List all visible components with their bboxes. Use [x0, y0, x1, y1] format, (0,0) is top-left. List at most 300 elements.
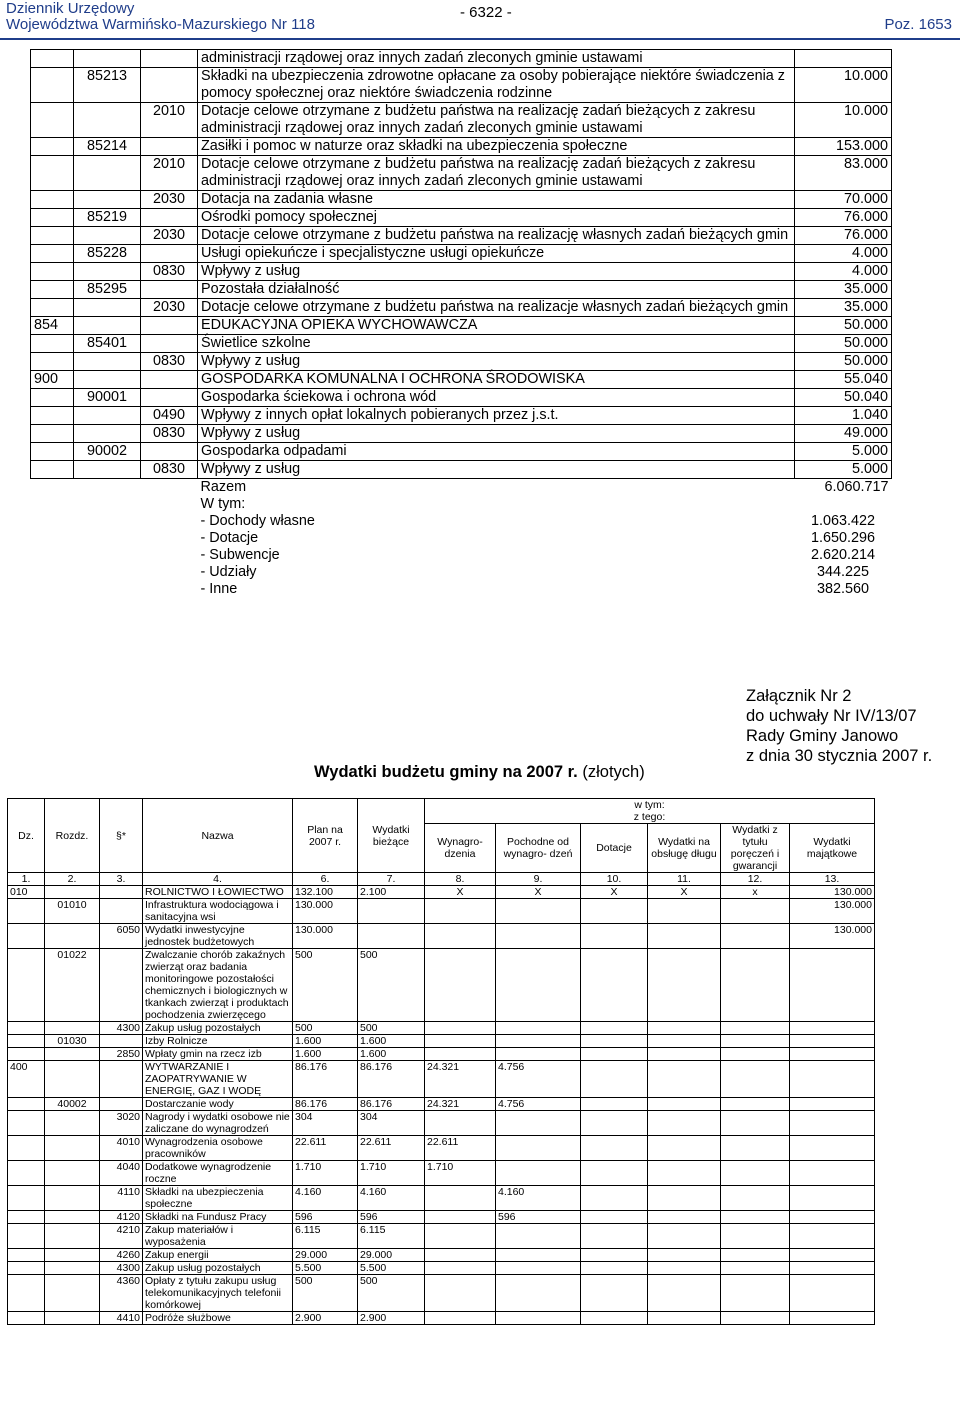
- income-cell: 2010: [141, 156, 198, 191]
- col-rozdz: Rozdz.: [45, 799, 100, 873]
- position-number: Poz. 1653: [884, 16, 952, 33]
- expense-cell: [581, 924, 648, 949]
- expense-cell: 4.160: [293, 1186, 358, 1211]
- income-cell: [74, 263, 141, 281]
- expense-cell: [425, 1262, 496, 1275]
- expense-cell: 500: [293, 1275, 358, 1312]
- expense-cell: 3020: [100, 1111, 143, 1136]
- empty-cell: [74, 581, 141, 598]
- expense-cell: 4040: [100, 1161, 143, 1186]
- income-cell: [141, 138, 198, 156]
- income-cell: 5.000: [795, 461, 892, 479]
- income-cell: [31, 461, 74, 479]
- expense-cell: 24.321: [425, 1098, 496, 1111]
- expense-cell: [648, 1111, 721, 1136]
- empty-cell: [141, 479, 198, 497]
- income-cell: [74, 156, 141, 191]
- expense-cell: 22.611: [425, 1136, 496, 1161]
- annex-line: Rady Gminy Janowo: [746, 727, 899, 745]
- expense-cell: [581, 1136, 648, 1161]
- expense-cell: [581, 1275, 648, 1312]
- expense-cell: Opłaty z tytułu zakupu usług telekomunikacyjnych telefonii komórkowej: [143, 1275, 293, 1312]
- income-cell: 50.000: [795, 353, 892, 371]
- expense-cell: [8, 1035, 45, 1048]
- expense-cell: [648, 1061, 721, 1098]
- expense-cell: 29.000: [293, 1249, 358, 1262]
- expense-cell: [648, 924, 721, 949]
- income-cell: [141, 317, 198, 335]
- expense-cell: 22.611: [358, 1136, 425, 1161]
- income-row: [31, 191, 892, 209]
- expense-cell: [790, 1098, 875, 1111]
- expense-cell: 86.176: [293, 1061, 358, 1098]
- expense-cell: 6050: [100, 924, 143, 949]
- expense-cell: 6.115: [293, 1224, 358, 1249]
- expense-row: [8, 1136, 875, 1161]
- expense-cell: [648, 1022, 721, 1035]
- expense-cell: [648, 899, 721, 924]
- expense-cell: Zakup usług pozostałych: [143, 1262, 293, 1275]
- income-cell: [31, 245, 74, 263]
- empty-cell: [74, 513, 141, 530]
- expense-cell: [45, 1111, 100, 1136]
- expense-cell: [425, 1048, 496, 1061]
- expense-cell: 24.321: [425, 1061, 496, 1098]
- expense-cell: Zakup usług pozostałych: [143, 1022, 293, 1035]
- income-row: [31, 281, 892, 299]
- expense-cell: [425, 1211, 496, 1224]
- expense-cell: [496, 1275, 581, 1312]
- income-cell: [74, 227, 141, 245]
- breakdown-label: - Udziały: [200, 564, 257, 580]
- income-cell: [31, 353, 74, 371]
- empty-cell: [31, 530, 74, 547]
- expense-cell: 6.115: [358, 1224, 425, 1249]
- income-cell: 0490: [141, 407, 198, 425]
- breakdown-row: [31, 513, 892, 530]
- expense-row: [8, 1048, 875, 1061]
- income-cell: 2030: [141, 227, 198, 245]
- expense-row: [8, 1275, 875, 1312]
- expense-cell: [100, 886, 143, 899]
- income-cell: [141, 443, 198, 461]
- breakdown-label: - Dotacje: [200, 530, 259, 546]
- column-number: 1.: [8, 873, 45, 886]
- income-cell: 0830: [141, 353, 198, 371]
- journal-title: Dziennik Urzędowy: [6, 0, 135, 17]
- expense-cell: [790, 1211, 875, 1224]
- income-cell: Gospodarka ściekowa i ochrona wód: [198, 389, 795, 407]
- income-cell: [141, 371, 198, 389]
- income-cell: 10.000: [795, 103, 892, 138]
- column-number: 8.: [425, 873, 496, 886]
- expense-cell: 4300: [100, 1262, 143, 1275]
- expense-cell: 1.600: [358, 1048, 425, 1061]
- breakdown-label: - Dochody własne: [200, 513, 315, 529]
- income-cell: Wpływy z usług: [198, 263, 795, 281]
- expense-cell: [721, 1111, 790, 1136]
- income-cell: 900: [31, 371, 74, 389]
- income-cell: Dotacje celowe otrzymane z budżetu państwa na realizację zadań bieżących z zakresu administracji rządowej oraz innych zadań zleconych gminie ustawami: [198, 156, 795, 191]
- expense-cell: [496, 949, 581, 1022]
- income-cell: Wpływy z usług: [198, 461, 795, 479]
- income-cell: [31, 335, 74, 353]
- expense-cell: 130.000: [790, 899, 875, 924]
- expense-cell: Zwalczanie chorób zakaźnych zwierząt oraz badania monitoringowe pozostałości chemicznych i biologicznych w tkankach zwierząt i produktach pochodzenia zwierzęcego: [143, 949, 293, 1022]
- income-cell: 0830: [141, 461, 198, 479]
- expense-cell: [790, 1136, 875, 1161]
- expense-cell: [721, 1275, 790, 1312]
- breakdown-value: 344.225: [816, 564, 870, 580]
- empty-cell: [31, 479, 74, 497]
- income-cell: 85214: [74, 138, 141, 156]
- expense-row: [8, 1312, 875, 1325]
- expense-row: [8, 1224, 875, 1249]
- expense-cell: 5.500: [293, 1262, 358, 1275]
- expense-cell: [790, 1224, 875, 1249]
- income-row: [31, 68, 892, 103]
- income-cell: 35.000: [795, 299, 892, 317]
- expense-cell: 130.000: [293, 924, 358, 949]
- breakdown-value: 382.560: [816, 581, 870, 597]
- annex-line: do uchwały Nr IV/13/07: [746, 707, 917, 725]
- income-cell: [31, 443, 74, 461]
- expense-cell: [581, 1224, 648, 1249]
- expense-row: [8, 1022, 875, 1035]
- expense-cell: 40002: [45, 1098, 100, 1111]
- column-number: 3.: [100, 873, 143, 886]
- z-tego-label: z tego:: [633, 811, 666, 823]
- expense-cell: Składki na Fundusz Pracy: [143, 1211, 293, 1224]
- expense-cell: 400: [8, 1061, 45, 1098]
- breakdown-row: [31, 564, 892, 581]
- expense-cell: [425, 1224, 496, 1249]
- column-number: 11.: [648, 873, 721, 886]
- expense-cell: [790, 949, 875, 1022]
- income-row: [31, 371, 892, 389]
- empty-cell: [141, 530, 198, 547]
- expense-cell: [45, 1048, 100, 1061]
- expense-cell: 4360: [100, 1275, 143, 1312]
- expense-cell: [790, 1262, 875, 1275]
- expense-cell: [648, 1275, 721, 1312]
- col-dotacje: Dotacje: [581, 824, 648, 873]
- income-cell: Dotacje celowe otrzymane z budżetu państwa na realizację własnych zadań bieżących gmin: [198, 227, 795, 245]
- expense-cell: [8, 1136, 45, 1161]
- income-cell: Dotacja na zadania własne: [198, 191, 795, 209]
- income-cell: 85228: [74, 245, 141, 263]
- expense-cell: 22.611: [293, 1136, 358, 1161]
- annex-line: z dnia 30 stycznia 2007 r.: [746, 747, 933, 765]
- empty-cell: [31, 564, 74, 581]
- expense-cell: 4410: [100, 1312, 143, 1325]
- col-obsluga: Wydatki na obsługę długu: [648, 824, 721, 873]
- col-pochodne: Pochodne od wynagro- dzeń: [496, 824, 581, 873]
- expense-cell: ROLNICTWO I ŁOWIECTWO: [143, 886, 293, 899]
- annex-line: Załącznik Nr 2: [746, 687, 852, 705]
- expense-cell: [721, 1035, 790, 1048]
- expense-cell: 500: [293, 949, 358, 1022]
- income-cell: Wpływy z innych opłat lokalnych pobieranych przez j.s.t.: [198, 407, 795, 425]
- column-number: 7.: [358, 873, 425, 886]
- income-cell: [31, 191, 74, 209]
- income-cell: [795, 50, 892, 68]
- expense-cell: [790, 1048, 875, 1061]
- total-label: Razem: [200, 479, 247, 495]
- expense-cell: 500: [358, 949, 425, 1022]
- expense-cell: x: [721, 886, 790, 899]
- expense-cell: [45, 886, 100, 899]
- income-cell: Zasiłki i pomoc w naturze oraz składki na ubezpieczenia społeczne: [198, 138, 795, 156]
- expense-cell: Infrastruktura wodociągowa i sanitacyjna wsi: [143, 899, 293, 924]
- empty-cell: [74, 564, 141, 581]
- expense-cell: 01010: [45, 899, 100, 924]
- expense-cell: 4110: [100, 1186, 143, 1211]
- column-number: 2.: [45, 873, 100, 886]
- income-cell: Składki na ubezpieczenia zdrowotne opłacane za osoby pobierające niektóre świadczenia z pomocy społecznej oraz niektóre świadczenia rodzinne: [198, 68, 795, 103]
- income-cell: 35.000: [795, 281, 892, 299]
- expense-cell: [45, 1136, 100, 1161]
- breakdown-heading-row: [31, 496, 892, 513]
- expense-cell: [496, 1262, 581, 1275]
- income-row: [31, 263, 892, 281]
- expense-cell: [648, 1136, 721, 1161]
- income-cell: Gospodarka odpadami: [198, 443, 795, 461]
- income-total-row: [31, 479, 892, 497]
- income-cell: Dotacje celowe otrzymane z budżetu państwa na realizację zadań bieżących z zakresu administracji rządowej oraz innych zadań zleconych gminie ustawami: [198, 103, 795, 138]
- column-number: 4.: [143, 873, 293, 886]
- expense-cell: [790, 1312, 875, 1325]
- expense-cell: X: [581, 886, 648, 899]
- income-cell: 55.040: [795, 371, 892, 389]
- expense-cell: [648, 1048, 721, 1061]
- empty-cell: [141, 564, 198, 581]
- expense-cell: [581, 1186, 648, 1211]
- header-divider: [0, 38, 960, 40]
- expense-cell: [8, 1211, 45, 1224]
- expense-cell: [790, 1035, 875, 1048]
- income-cell: 2030: [141, 299, 198, 317]
- income-cell: 76.000: [795, 209, 892, 227]
- empty-cell: [795, 496, 892, 513]
- annex-note: [746, 686, 932, 766]
- expense-cell: Podróże służbowe: [143, 1312, 293, 1325]
- col-nazwa: Nazwa: [143, 799, 293, 873]
- breakdown-row: [31, 530, 892, 547]
- expense-cell: Nagrody i wydatki osobowe nie zaliczane do wynagrodzeń: [143, 1111, 293, 1136]
- expense-cell: 130.000: [790, 886, 875, 899]
- expense-cell: 500: [358, 1275, 425, 1312]
- expense-cell: [8, 1249, 45, 1262]
- w-tym-label: w tym:: [634, 799, 665, 811]
- income-cell: [74, 371, 141, 389]
- col-paragraph: §*: [100, 799, 143, 873]
- expense-row: [8, 1111, 875, 1136]
- expense-cell: X: [648, 886, 721, 899]
- expense-row: [8, 1249, 875, 1262]
- income-cell: administracji rządowej oraz innych zadań zleconych gminie ustawami: [198, 50, 795, 68]
- income-row: [31, 227, 892, 245]
- expense-cell: 500: [358, 1022, 425, 1035]
- income-cell: Świetlice szkolne: [198, 335, 795, 353]
- expense-cell: [425, 1111, 496, 1136]
- expense-cell: 4210: [100, 1224, 143, 1249]
- income-cell: 49.000: [795, 425, 892, 443]
- income-cell: [74, 191, 141, 209]
- expense-cell: [496, 1136, 581, 1161]
- expense-cell: [8, 1098, 45, 1111]
- total-value: 6.060.717: [824, 479, 889, 495]
- income-row: [31, 245, 892, 263]
- expense-cell: 2.900: [358, 1312, 425, 1325]
- breakdown-label: - Subwencje: [200, 547, 280, 563]
- income-row: [31, 407, 892, 425]
- income-cell: 5.000: [795, 443, 892, 461]
- expense-cell: Zakup energii: [143, 1249, 293, 1262]
- expense-cell: [425, 1186, 496, 1211]
- expense-cell: [581, 1048, 648, 1061]
- expense-cell: [581, 899, 648, 924]
- expense-cell: [721, 1061, 790, 1098]
- expense-cell: 86.176: [358, 1098, 425, 1111]
- empty-cell: [74, 530, 141, 547]
- income-cell: Wpływy z usług: [198, 353, 795, 371]
- expense-cell: [721, 924, 790, 949]
- income-row: [31, 299, 892, 317]
- expense-cell: 596: [293, 1211, 358, 1224]
- income-cell: Ośrodki pomocy społecznej: [198, 209, 795, 227]
- expense-cell: [581, 1211, 648, 1224]
- expense-cell: [581, 1061, 648, 1098]
- empty-cell: [74, 496, 141, 513]
- empty-cell: [31, 547, 74, 564]
- expense-row: [8, 1035, 875, 1048]
- income-cell: 50.040: [795, 389, 892, 407]
- column-number: 6.: [293, 873, 358, 886]
- income-cell: [141, 50, 198, 68]
- expense-row: [8, 1262, 875, 1275]
- expense-cell: [8, 899, 45, 924]
- expense-cell: 596: [496, 1211, 581, 1224]
- expense-cell: [790, 1249, 875, 1262]
- income-cell: 76.000: [795, 227, 892, 245]
- expense-cell: [648, 1186, 721, 1211]
- voivodeship-title: Województwa Warmińsko-Mazurskiego Nr 118: [6, 16, 315, 33]
- expense-cell: [721, 1211, 790, 1224]
- expense-cell: [721, 1249, 790, 1262]
- empty-cell: [31, 496, 74, 513]
- expense-cell: [648, 1161, 721, 1186]
- expense-cell: 86.176: [358, 1061, 425, 1098]
- expenses-title-unit: (złotych): [582, 763, 645, 781]
- expense-cell: [648, 1262, 721, 1275]
- expense-cell: [8, 1186, 45, 1211]
- income-cell: [31, 227, 74, 245]
- column-number: 9.: [496, 873, 581, 886]
- expense-cell: [100, 1061, 143, 1098]
- expense-cell: [648, 949, 721, 1022]
- expense-cell: [45, 1186, 100, 1211]
- expense-cell: [496, 1022, 581, 1035]
- income-cell: 50.000: [795, 317, 892, 335]
- column-number: 12.: [721, 873, 790, 886]
- expense-cell: [425, 1035, 496, 1048]
- expense-cell: 304: [358, 1111, 425, 1136]
- expense-cell: WYTWARZANIE I ZAOPATRYWANIE W ENERGIĘ, GAZ I WODĘ: [143, 1061, 293, 1098]
- expenses-title: [314, 763, 645, 782]
- expense-cell: [425, 1249, 496, 1262]
- expense-cell: [8, 1312, 45, 1325]
- expense-cell: [648, 1312, 721, 1325]
- income-row: [31, 389, 892, 407]
- income-row: [31, 425, 892, 443]
- income-cell: GOSPODARKA KOMUNALNA I OCHRONA ŚRODOWISKA: [198, 371, 795, 389]
- expense-cell: Wydatki inwestycyjne jednostek budżetowych: [143, 924, 293, 949]
- breakdown-row: [31, 547, 892, 564]
- expense-cell: [496, 1224, 581, 1249]
- expense-cell: [425, 899, 496, 924]
- income-cell: [31, 281, 74, 299]
- expense-cell: Wynagrodzenia osobowe pracowników: [143, 1136, 293, 1161]
- income-cell: [141, 209, 198, 227]
- expense-cell: [581, 1035, 648, 1048]
- income-row: [31, 103, 892, 138]
- expense-row: [8, 1161, 875, 1186]
- expense-cell: 010: [8, 886, 45, 899]
- expense-cell: 4.160: [496, 1186, 581, 1211]
- expense-cell: 4.756: [496, 1061, 581, 1098]
- expense-cell: 4010: [100, 1136, 143, 1161]
- expense-cell: [8, 924, 45, 949]
- income-cell: 83.000: [795, 156, 892, 191]
- expense-cell: [581, 1022, 648, 1035]
- empty-cell: [74, 479, 141, 497]
- income-cell: [31, 103, 74, 138]
- income-row: [31, 461, 892, 479]
- income-cell: [31, 209, 74, 227]
- expense-cell: [721, 1262, 790, 1275]
- expense-cell: 86.176: [293, 1098, 358, 1111]
- expense-cell: [8, 1262, 45, 1275]
- expense-cell: 2.900: [293, 1312, 358, 1325]
- expense-cell: [496, 1249, 581, 1262]
- income-cell: 1.040: [795, 407, 892, 425]
- expense-cell: 01022: [45, 949, 100, 1022]
- empty-cell: [141, 581, 198, 598]
- breakdown-value: 1.650.296: [810, 530, 876, 546]
- income-cell: Wpływy z usług: [198, 425, 795, 443]
- empty-cell: [141, 547, 198, 564]
- income-table: [30, 49, 892, 598]
- income-cell: 854: [31, 317, 74, 335]
- income-cell: 50.000: [795, 335, 892, 353]
- expense-cell: [721, 1312, 790, 1325]
- income-cell: [74, 461, 141, 479]
- expense-cell: 1.710: [293, 1161, 358, 1186]
- column-numbers-row: [8, 873, 875, 886]
- expenses-title-main: Wydatki budżetu gminy na 2007 r.: [314, 763, 578, 781]
- expense-row: [8, 886, 875, 899]
- expense-cell: 5.500: [358, 1262, 425, 1275]
- expense-cell: [8, 1111, 45, 1136]
- col-majatkowe: Wydatki majątkowe: [790, 824, 875, 873]
- page-header: [0, 0, 960, 44]
- empty-cell: [141, 496, 198, 513]
- expense-cell: [425, 1275, 496, 1312]
- expense-cell: [45, 924, 100, 949]
- expense-cell: [496, 1035, 581, 1048]
- expense-cell: [790, 1275, 875, 1312]
